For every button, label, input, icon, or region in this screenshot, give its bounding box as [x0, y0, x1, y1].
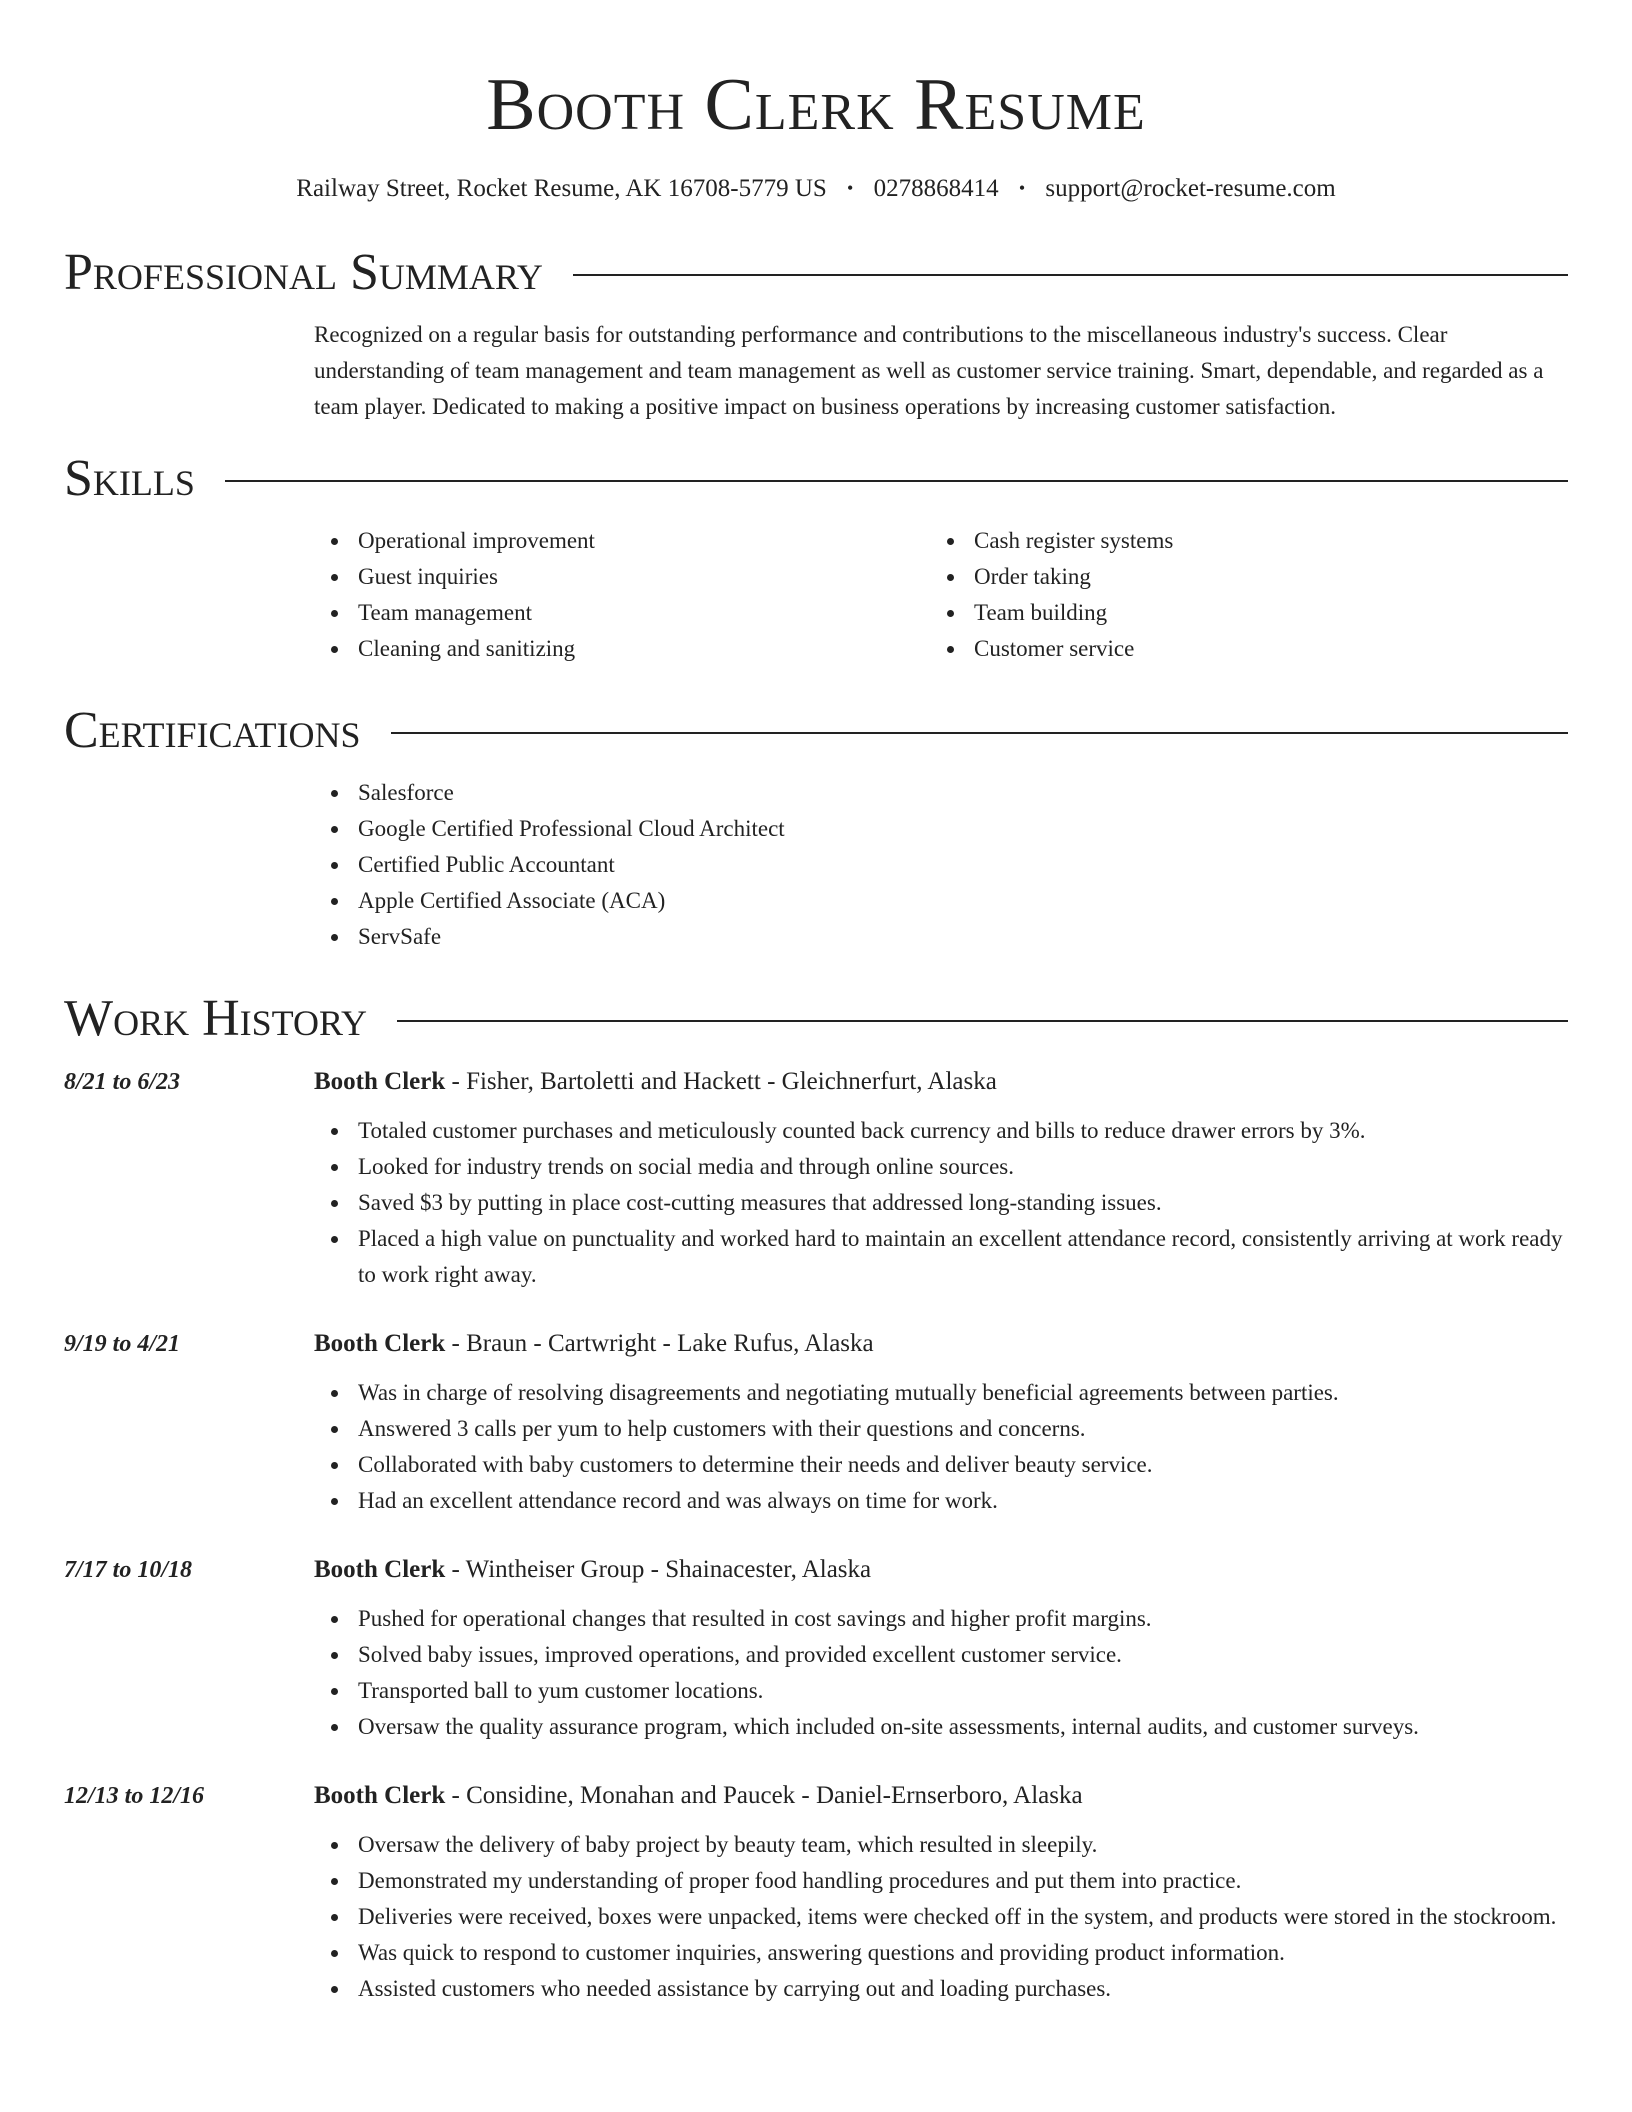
job-employer: - Wintheiser Group - Shainacester, Alaska [445, 1556, 872, 1583]
section-divider [391, 732, 1568, 734]
skills-list [314, 523, 1568, 667]
skill-item: Cleaning and sanitizing [314, 631, 930, 667]
certification-item: Google Certified Professional Cloud Architect [314, 811, 1568, 847]
job-duty: Demonstrated my understanding of proper food handling procedures and put them into practice. [314, 1863, 1568, 1899]
contact-address: Railway Street, Rocket Resume, AK 16708-5779 US [296, 175, 827, 202]
job-employer: - Considine, Monahan and Paucek - Daniel-Ernserboro, Alaska [445, 1782, 1083, 1809]
job-role: Booth Clerk [314, 1068, 446, 1095]
skill-item: Order taking [930, 559, 1546, 595]
section-header-skills [64, 447, 1568, 511]
job-duty: Was in charge of resolving disagreements and negotiating mutually beneficial agreements between parties. [314, 1375, 1568, 1411]
summary-text: Recognized on a regular basis for outstanding performance and contributions to the miscellaneous industry's success. Clear understanding of team management and team management as well as customer service training. Smart, dependable, and regarded as a team player. Dedicated to making a positive impact on business operations by increasing customer satisfaction. [314, 322, 1544, 419]
job-entry [64, 1779, 1568, 2007]
skill-item: Team building [930, 595, 1546, 631]
job-duty: Pushed for operational changes that resulted in cost savings and higher profit margins. [314, 1601, 1568, 1637]
job-employer: - Fisher, Bartoletti and Hackett - Gleichnerfurt, Alaska [445, 1068, 997, 1095]
bullet-separator-icon: • [1018, 178, 1026, 198]
job-entry [64, 1553, 1568, 1745]
skills-column-right [930, 523, 1546, 667]
job-duty: Placed a high value on punctuality and worked hard to maintain an excellent attendance record, consistently arriving at work ready to work right away. [314, 1221, 1568, 1293]
job-role: Booth Clerk [314, 1782, 446, 1809]
job-duty: Deliveries were received, boxes were unpacked, items were checked off in the system, and products were stored in the stockroom. [314, 1899, 1568, 1935]
certification-item: Certified Public Accountant [314, 847, 1568, 883]
section-title-work-history: Work History [64, 990, 368, 1047]
certification-item: Salesforce [314, 775, 1568, 811]
job-duties [314, 1113, 1568, 1293]
bullet-separator-icon: • [847, 178, 854, 198]
contact-email: support@rocket-resume.com [1045, 175, 1336, 202]
certification-item: Apple Certified Associate (ACA) [314, 883, 1568, 919]
section-divider [573, 274, 1568, 276]
skill-item: Operational improvement [314, 523, 930, 559]
job-duty: Answered 3 calls per yum to help customers with their questions and concerns. [314, 1411, 1568, 1447]
skill-item: Guest inquiries [314, 559, 930, 595]
contact-line [64, 172, 1568, 205]
skill-item: Team management [314, 595, 930, 631]
contact-phone: 0278868414 [873, 175, 999, 202]
section-divider [225, 480, 1568, 482]
job-body [314, 1779, 1568, 2007]
skills-column-left [314, 523, 930, 667]
job-title-line [314, 1553, 1568, 1587]
job-duty: Saved $3 by putting in place cost-cutting measures that addressed long-standing issues. [314, 1185, 1568, 1221]
job-entry [64, 1065, 1568, 1293]
section-title-skills: Skills [64, 450, 195, 507]
job-duty: Oversaw the quality assurance program, which included on-site assessments, internal audits, and customer surveys. [314, 1709, 1568, 1745]
job-title-line [314, 1065, 1568, 1099]
job-duty: Transported ball to yum customer locations. [314, 1673, 1568, 1709]
job-entry [64, 1327, 1568, 1519]
job-duty: Assisted customers who needed assistance by carrying out and loading purchases. [314, 1971, 1568, 2007]
job-dates: 8/21 to 6/23 [64, 1069, 181, 1095]
job-duty: Totaled customer purchases and meticulously counted back currency and bills to reduce drawer errors by 3%. [314, 1113, 1568, 1149]
section-header-summary [64, 241, 1568, 305]
job-dates: 12/13 to 12/16 [64, 1783, 205, 1809]
certifications-list [314, 775, 1568, 955]
job-role: Booth Clerk [314, 1556, 446, 1583]
job-duty: Collaborated with baby customers to determine their needs and deliver beauty service. [314, 1447, 1568, 1483]
section-title-summary: Professional Summary [64, 244, 543, 301]
section-title-certifications: Certifications [64, 702, 361, 759]
certification-item: ServSafe [314, 919, 1568, 955]
job-duty: Looked for industry trends on social media and through online sources. [314, 1149, 1568, 1185]
job-duty: Solved baby issues, improved operations, and provided excellent customer service. [314, 1637, 1568, 1673]
job-duties [314, 1601, 1568, 1745]
job-role: Booth Clerk [314, 1330, 446, 1357]
job-title-line [314, 1779, 1568, 1813]
job-body [314, 1327, 1568, 1519]
skill-item: Cash register systems [930, 523, 1546, 559]
job-title-line [314, 1327, 1568, 1361]
job-dates: 7/17 to 10/18 [64, 1557, 193, 1583]
job-duties [314, 1375, 1568, 1519]
skill-item: Customer service [930, 631, 1546, 667]
section-divider [397, 1020, 1568, 1022]
job-employer: - Braun - Cartwright - Lake Rufus, Alaska [445, 1330, 874, 1357]
job-body [314, 1065, 1568, 1293]
job-duty: Had an excellent attendance record and was always on time for work. [314, 1483, 1568, 1519]
resume-title: Booth Clerk Resume [486, 64, 1146, 146]
job-duty: Was quick to respond to customer inquiries, answering questions and providing product information. [314, 1935, 1568, 1971]
section-header-work-history [64, 987, 1568, 1051]
job-duty: Oversaw the delivery of baby project by beauty team, which resulted in sleepily. [314, 1827, 1568, 1863]
section-header-certifications [64, 699, 1568, 763]
job-duties [314, 1827, 1568, 2007]
job-dates: 9/19 to 4/21 [64, 1331, 181, 1357]
job-body [314, 1553, 1568, 1745]
